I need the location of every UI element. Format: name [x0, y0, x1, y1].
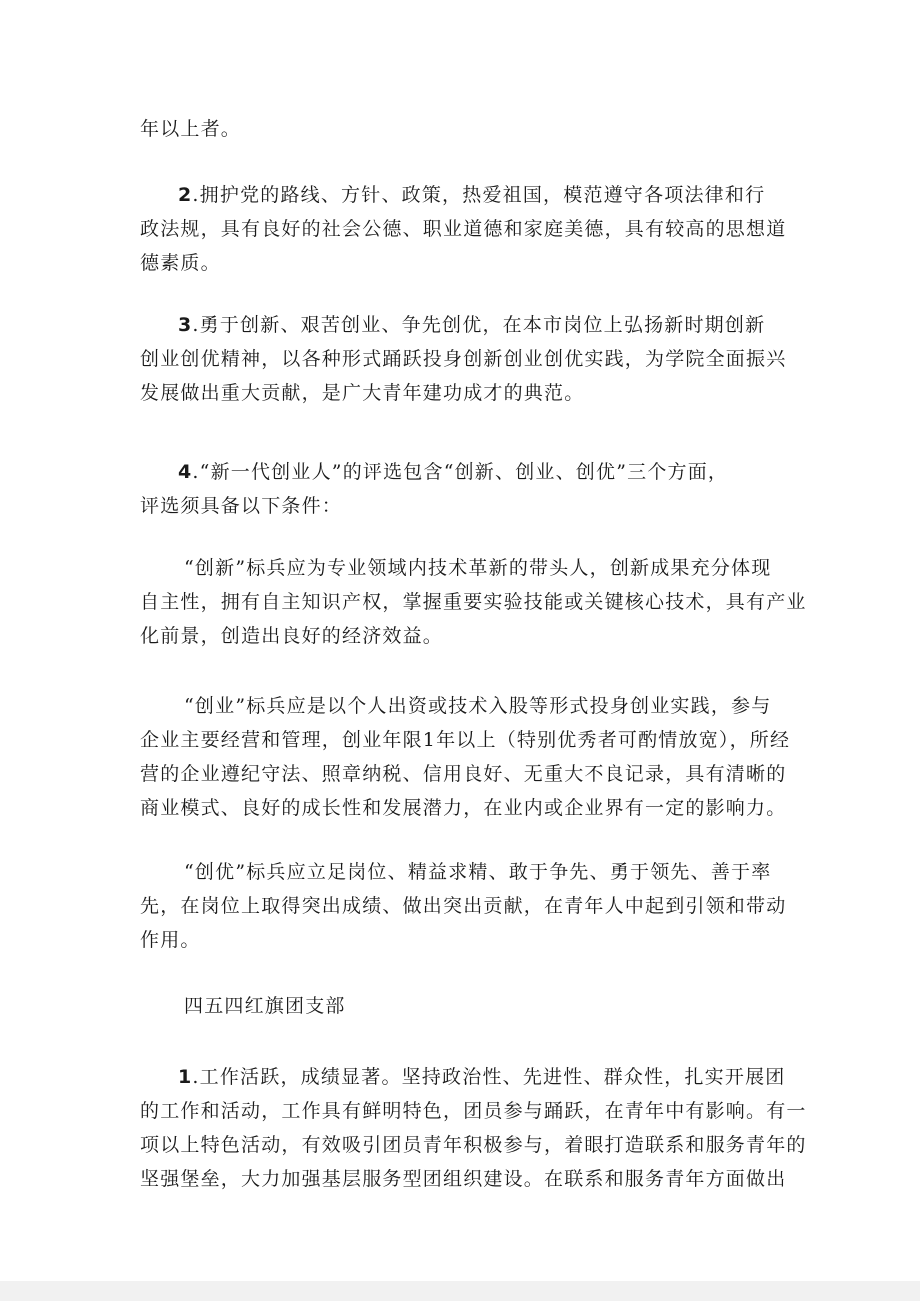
paragraph-item-4	[140, 455, 790, 523]
text-line: 四五四红旗团支部	[184, 995, 346, 1017]
text-line: 自主性，拥有自主知识产权，掌握重要实验技能或关键核心技术，具有产业	[140, 591, 807, 613]
text-line: 营的企业遵纪守法、照章纳税、信用良好、无重大不良记录，具有清晰的	[140, 763, 787, 785]
text-line: 商业模式、良好的成长性和发展潜力，在业内或企业界有一定的影响力。	[140, 797, 787, 819]
text-line: “创业”标兵应是以个人出资或技术入股等形式投身创业实践，参与	[184, 695, 772, 717]
text-line: 创业创优精神，以各种形式踊跃投身创新创业创优实践，为学院全面振兴	[140, 348, 787, 370]
paragraph-excellence	[140, 855, 790, 957]
text-line: 发展做出重大贡献，是广大青年建功成才的典范。	[140, 382, 585, 404]
text-segment: .拥护党的路线、方针、政策，热爱祖国，模范遵守各项法律和行	[192, 184, 766, 206]
text-line: 评选须具备以下条件：	[140, 495, 343, 517]
paragraph-innovation	[140, 551, 807, 653]
paragraph-continuation	[140, 112, 790, 146]
text-segment: .勇于创新、艰苦创业、争先创优，在本市岗位上弘扬新时期创新	[192, 314, 766, 336]
text-line	[140, 455, 790, 489]
text-line: 政法规，具有良好的社会公德、职业道德和家庭美德，具有较高的思想道	[140, 218, 787, 240]
text-line: 坚强堡垒，大力加强基层服务型团组织建设。在联系和服务青年方面做出	[140, 1168, 787, 1190]
page-footer-band	[0, 1281, 920, 1301]
paragraph-entrepreneurship	[140, 689, 790, 825]
text-line: “创优”标兵应立足岗位、精益求精、敢于争先、勇于领先、善于率	[184, 861, 772, 883]
item-number: 4	[178, 461, 193, 483]
paragraph-branch-item-1	[140, 1060, 807, 1196]
paragraph-item-3	[140, 308, 790, 410]
text-segment: .“新一代创业人”的评选包含“创新、创业、创优”三个方面，	[192, 461, 729, 483]
text-line: 的工作和活动，工作具有鲜明特色，团员参与踊跃，在青年中有影响。有一	[140, 1100, 807, 1122]
text-line: 德素质。	[140, 252, 221, 274]
text-line	[140, 1060, 790, 1094]
text-line: 项以上特色活动，有效吸引团员青年积极参与，着眼打造联系和服务青年的	[140, 1134, 807, 1156]
text-line: 年以上者。	[140, 118, 242, 140]
paragraph-item-2	[140, 178, 790, 280]
text-segment: .工作活跃，成绩显著。坚持政治性、先进性、群众性，扎实开展团	[192, 1066, 786, 1088]
item-number: 2	[178, 184, 193, 206]
item-number: 1	[178, 1066, 193, 1088]
text-line: 企业主要经营和管理，创业年限1年以上（特别优秀者可酌情放宽），所经	[140, 729, 791, 751]
section-heading	[140, 989, 790, 1023]
item-number: 3	[178, 314, 193, 336]
text-line: 先，在岗位上取得突出成绩、做出突出贡献，在青年人中起到引领和带动	[140, 895, 787, 917]
text-line	[140, 178, 790, 212]
text-line	[140, 308, 790, 342]
text-line: “创新”标兵应为专业领域内技术革新的带头人，创新成果充分体现	[184, 557, 772, 579]
text-line: 化前景，创造出良好的经济效益。	[140, 625, 444, 647]
text-line: 作用。	[140, 929, 201, 951]
